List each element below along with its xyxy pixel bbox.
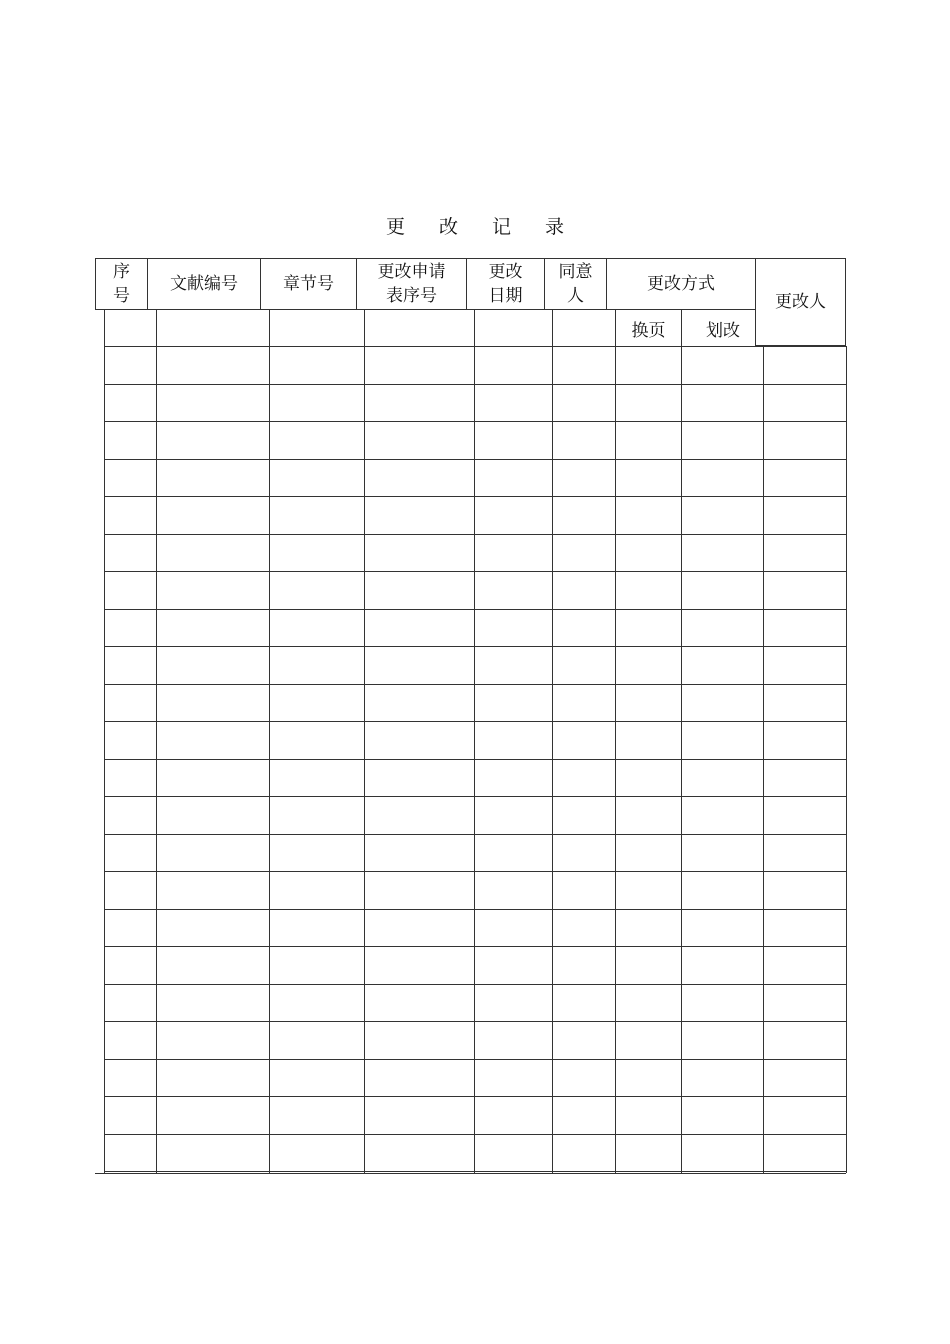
- table-cell[interactable]: [681, 1021, 763, 1058]
- table-cell[interactable]: [104, 909, 156, 946]
- table-cell[interactable]: [552, 346, 615, 383]
- table-cell[interactable]: [552, 871, 615, 908]
- table-cell[interactable]: [104, 646, 156, 683]
- table-row: [104, 796, 846, 833]
- table-cell[interactable]: [156, 1059, 269, 1096]
- table-cell[interactable]: [156, 421, 269, 458]
- table-row: [104, 1134, 846, 1171]
- table-cell[interactable]: [269, 1096, 364, 1133]
- table-cell[interactable]: [681, 646, 763, 683]
- table-cell[interactable]: [763, 534, 846, 571]
- grid-vline: [755, 310, 756, 346]
- table-row: [104, 384, 846, 421]
- table-cell[interactable]: [364, 459, 474, 496]
- table-cell[interactable]: [364, 496, 474, 533]
- table-cell[interactable]: [364, 1096, 474, 1133]
- table-cell[interactable]: [104, 534, 156, 571]
- table-cell[interactable]: [104, 459, 156, 496]
- table-cell[interactable]: [269, 721, 364, 758]
- table-row: [104, 346, 846, 383]
- table-cell[interactable]: [615, 1134, 681, 1171]
- table-cell[interactable]: [104, 1059, 156, 1096]
- table-cell[interactable]: [104, 1134, 156, 1171]
- table-cell[interactable]: [615, 834, 681, 871]
- table-cell[interactable]: [552, 459, 615, 496]
- table-cell[interactable]: [681, 1059, 763, 1096]
- table-cell[interactable]: [552, 946, 615, 983]
- table-cell[interactable]: [763, 984, 846, 1021]
- table-cell[interactable]: [681, 796, 763, 833]
- table-cell[interactable]: [269, 1134, 364, 1171]
- table-cell[interactable]: [681, 1171, 763, 1208]
- table-row: [104, 646, 846, 683]
- table-cell[interactable]: [269, 759, 364, 796]
- header-request-no: 更改申请 表序号: [357, 259, 467, 310]
- table-cell[interactable]: [269, 609, 364, 646]
- table-cell[interactable]: [763, 1059, 846, 1096]
- table-cell[interactable]: [763, 1096, 846, 1133]
- table-cell[interactable]: [269, 346, 364, 383]
- table-cell[interactable]: [474, 346, 552, 383]
- table-cell[interactable]: [552, 646, 615, 683]
- table-cell[interactable]: [364, 1171, 474, 1208]
- table-cell[interactable]: [681, 384, 763, 421]
- header-method: 更改方式: [607, 259, 756, 310]
- table-cell[interactable]: [364, 1059, 474, 1096]
- table-cell[interactable]: [364, 684, 474, 721]
- header-chapter: 章节号: [261, 259, 357, 310]
- table-row: [104, 721, 846, 758]
- grid-vline: [846, 346, 847, 1173]
- table-cell[interactable]: [364, 984, 474, 1021]
- table-cell[interactable]: [269, 534, 364, 571]
- table-cell[interactable]: [681, 421, 763, 458]
- table-cell[interactable]: [615, 871, 681, 908]
- table-cell[interactable]: [474, 721, 552, 758]
- table-cell[interactable]: [156, 459, 269, 496]
- table-cell[interactable]: [763, 871, 846, 908]
- table-cell[interactable]: [681, 984, 763, 1021]
- header-method-replace: 换页: [631, 321, 666, 341]
- table-cell[interactable]: [474, 609, 552, 646]
- table-cell[interactable]: [156, 721, 269, 758]
- table-cell[interactable]: [156, 1096, 269, 1133]
- table-cell[interactable]: [474, 534, 552, 571]
- table-cell[interactable]: [156, 496, 269, 533]
- table-cell[interactable]: [364, 909, 474, 946]
- table-cell[interactable]: [364, 834, 474, 871]
- table-row: [104, 759, 846, 796]
- table-cell[interactable]: [615, 646, 681, 683]
- table-cell[interactable]: [156, 646, 269, 683]
- table-cell[interactable]: [364, 609, 474, 646]
- table-row: [104, 534, 846, 571]
- table-cell[interactable]: [763, 1171, 846, 1208]
- table-cell[interactable]: [104, 1171, 156, 1208]
- table-cell[interactable]: [681, 609, 763, 646]
- table-cell[interactable]: [552, 759, 615, 796]
- table-cell[interactable]: [269, 384, 364, 421]
- table-cell[interactable]: [552, 834, 615, 871]
- table-cell[interactable]: [364, 721, 474, 758]
- table-cell[interactable]: [269, 571, 364, 608]
- table-cell[interactable]: [681, 759, 763, 796]
- header-seq: 序 号: [95, 259, 148, 310]
- table-cell[interactable]: [474, 834, 552, 871]
- header-approver: 同意 人: [545, 259, 607, 310]
- table-cell[interactable]: [681, 684, 763, 721]
- table-cell[interactable]: [681, 571, 763, 608]
- table-cell[interactable]: [364, 1021, 474, 1058]
- table-cell[interactable]: [474, 984, 552, 1021]
- table-row: [104, 571, 846, 608]
- table-cell[interactable]: [763, 459, 846, 496]
- table-cell[interactable]: [681, 534, 763, 571]
- table-cell[interactable]: [763, 609, 846, 646]
- table-cell[interactable]: [763, 346, 846, 383]
- table-cell[interactable]: [474, 871, 552, 908]
- table-cell[interactable]: [615, 984, 681, 1021]
- table-cell[interactable]: [269, 1171, 364, 1208]
- table-cell[interactable]: [104, 496, 156, 533]
- table-row: [104, 459, 846, 496]
- table-cell[interactable]: [681, 346, 763, 383]
- table-cell[interactable]: [615, 421, 681, 458]
- table-cell[interactable]: [552, 1021, 615, 1058]
- table-cell[interactable]: [474, 384, 552, 421]
- table-cell[interactable]: [474, 684, 552, 721]
- table-cell[interactable]: [681, 871, 763, 908]
- table-cell[interactable]: [364, 796, 474, 833]
- table-cell[interactable]: [615, 534, 681, 571]
- grid-vline: [681, 310, 682, 346]
- table-cell[interactable]: [552, 384, 615, 421]
- table-cell[interactable]: [552, 1134, 615, 1171]
- table-cell[interactable]: [763, 571, 846, 608]
- table-cell[interactable]: [474, 1021, 552, 1058]
- table-cell[interactable]: [681, 496, 763, 533]
- table-cell[interactable]: [615, 609, 681, 646]
- table-cell[interactable]: [474, 1171, 552, 1208]
- table-cell[interactable]: [104, 571, 156, 608]
- table-cell[interactable]: [681, 909, 763, 946]
- table-cell[interactable]: [681, 834, 763, 871]
- table-cell[interactable]: [763, 496, 846, 533]
- table-cell[interactable]: [763, 1021, 846, 1058]
- table-cell[interactable]: [269, 496, 364, 533]
- table-cell[interactable]: [763, 796, 846, 833]
- table-cell[interactable]: [615, 796, 681, 833]
- table-row: [104, 1096, 846, 1133]
- table-cell[interactable]: [269, 684, 364, 721]
- table-cell[interactable]: [474, 759, 552, 796]
- table-cell[interactable]: [364, 646, 474, 683]
- table-cell[interactable]: [364, 534, 474, 571]
- table-cell[interactable]: [156, 909, 269, 946]
- table-cell[interactable]: [156, 534, 269, 571]
- table-cell[interactable]: [269, 459, 364, 496]
- table-cell[interactable]: [552, 909, 615, 946]
- table-cell[interactable]: [156, 609, 269, 646]
- table-cell[interactable]: [104, 421, 156, 458]
- table-cell[interactable]: [104, 984, 156, 1021]
- table-cell[interactable]: [763, 646, 846, 683]
- table-cell[interactable]: [269, 909, 364, 946]
- table-cell[interactable]: [615, 909, 681, 946]
- table-cell[interactable]: [615, 1096, 681, 1133]
- table-cell[interactable]: [552, 1059, 615, 1096]
- table-cell[interactable]: [156, 346, 269, 383]
- table-cell[interactable]: [763, 834, 846, 871]
- table-cell[interactable]: [269, 796, 364, 833]
- table-row: [104, 1021, 846, 1058]
- table-cell[interactable]: [474, 571, 552, 608]
- table-cell[interactable]: [156, 759, 269, 796]
- table-cell[interactable]: [474, 459, 552, 496]
- table-cell[interactable]: [156, 1134, 269, 1171]
- table-cell[interactable]: [763, 759, 846, 796]
- table-row: [104, 421, 846, 458]
- page-title: 更 改 记 录: [385, 216, 579, 238]
- table-cell[interactable]: [104, 721, 156, 758]
- table-cell[interactable]: [763, 946, 846, 983]
- table-cell[interactable]: [364, 571, 474, 608]
- table-cell[interactable]: [474, 646, 552, 683]
- table-cell[interactable]: [474, 496, 552, 533]
- table-cell[interactable]: [681, 946, 763, 983]
- table-cell[interactable]: [615, 759, 681, 796]
- table-cell[interactable]: [763, 909, 846, 946]
- table-cell[interactable]: [552, 796, 615, 833]
- table-cell[interactable]: [763, 1134, 846, 1171]
- table-cell[interactable]: [552, 421, 615, 458]
- table-cell[interactable]: [364, 871, 474, 908]
- table-row: [104, 496, 846, 533]
- table-cell[interactable]: [156, 684, 269, 721]
- table-cell[interactable]: [552, 1171, 615, 1208]
- table-cell[interactable]: [763, 721, 846, 758]
- table-cell[interactable]: [552, 571, 615, 608]
- table-cell[interactable]: [104, 871, 156, 908]
- table-cell[interactable]: [681, 721, 763, 758]
- table-cell[interactable]: [364, 759, 474, 796]
- table-row: [104, 834, 846, 871]
- table-cell[interactable]: [364, 946, 474, 983]
- table-cell[interactable]: [364, 384, 474, 421]
- table-cell[interactable]: [474, 421, 552, 458]
- table-cell[interactable]: [269, 1059, 364, 1096]
- table-cell[interactable]: [104, 346, 156, 383]
- table-cell[interactable]: [474, 909, 552, 946]
- table-cell[interactable]: [156, 834, 269, 871]
- table-cell[interactable]: [552, 609, 615, 646]
- table-cell[interactable]: [615, 496, 681, 533]
- table-cell[interactable]: [364, 1134, 474, 1171]
- table-cell[interactable]: [104, 834, 156, 871]
- table-row: [104, 946, 846, 983]
- table-cell[interactable]: [104, 1096, 156, 1133]
- table-cell[interactable]: [104, 684, 156, 721]
- table-cell[interactable]: [156, 571, 269, 608]
- header-doc-no: 文献编号: [148, 259, 261, 310]
- table-cell[interactable]: [269, 834, 364, 871]
- table-cell[interactable]: [156, 871, 269, 908]
- table-cell[interactable]: [156, 946, 269, 983]
- table-row: [104, 684, 846, 721]
- table-cell[interactable]: [474, 1134, 552, 1171]
- table-cell[interactable]: [474, 796, 552, 833]
- table-cell[interactable]: [763, 421, 846, 458]
- table-cell[interactable]: [156, 1171, 269, 1208]
- table-cell[interactable]: [552, 684, 615, 721]
- header-date: 更改 日期: [467, 259, 545, 310]
- table-cell[interactable]: [681, 1134, 763, 1171]
- table-cell[interactable]: [156, 984, 269, 1021]
- table-cell[interactable]: [552, 984, 615, 1021]
- table-cell[interactable]: [104, 1021, 156, 1058]
- table-cell[interactable]: [681, 1096, 763, 1133]
- table-cell[interactable]: [269, 1021, 364, 1058]
- table-cell[interactable]: [615, 946, 681, 983]
- table-row: [104, 1171, 846, 1208]
- table-cell[interactable]: [552, 534, 615, 571]
- table-cell[interactable]: [269, 984, 364, 1021]
- table-cell[interactable]: [615, 721, 681, 758]
- table-cell[interactable]: [156, 1021, 269, 1058]
- table-cell[interactable]: [104, 384, 156, 421]
- table-cell[interactable]: [474, 1096, 552, 1133]
- table-row: [104, 909, 846, 946]
- header-method-strike: 划改: [706, 321, 740, 341]
- table-cell[interactable]: [615, 459, 681, 496]
- table-cell[interactable]: [615, 346, 681, 383]
- table-row: [104, 1059, 846, 1096]
- table-row: [104, 609, 846, 646]
- table-cell[interactable]: [615, 384, 681, 421]
- table-cell[interactable]: [615, 1171, 681, 1208]
- table-cell[interactable]: [474, 946, 552, 983]
- table-cell[interactable]: [552, 721, 615, 758]
- table-cell[interactable]: [104, 796, 156, 833]
- table-cell[interactable]: [763, 684, 846, 721]
- table-cell[interactable]: [269, 646, 364, 683]
- table-cell[interactable]: [364, 346, 474, 383]
- table-cell[interactable]: [615, 1059, 681, 1096]
- table-cell[interactable]: [364, 421, 474, 458]
- table-cell[interactable]: [269, 421, 364, 458]
- table-cell[interactable]: [615, 571, 681, 608]
- table-cell[interactable]: [104, 946, 156, 983]
- table-cell[interactable]: [104, 759, 156, 796]
- table-cell[interactable]: [156, 796, 269, 833]
- table-cell[interactable]: [681, 459, 763, 496]
- table-cell[interactable]: [615, 684, 681, 721]
- table-cell[interactable]: [552, 1096, 615, 1133]
- table-cell[interactable]: [104, 609, 156, 646]
- table-cell[interactable]: [615, 1021, 681, 1058]
- table-cell[interactable]: [269, 946, 364, 983]
- table-cell[interactable]: [474, 1059, 552, 1096]
- header-changer: 更改人: [756, 259, 846, 347]
- table-cell[interactable]: [552, 496, 615, 533]
- table-cell[interactable]: [156, 384, 269, 421]
- table-cell[interactable]: [763, 384, 846, 421]
- table-row: [104, 871, 846, 908]
- table-cell[interactable]: [269, 871, 364, 908]
- table-row: [104, 984, 846, 1021]
